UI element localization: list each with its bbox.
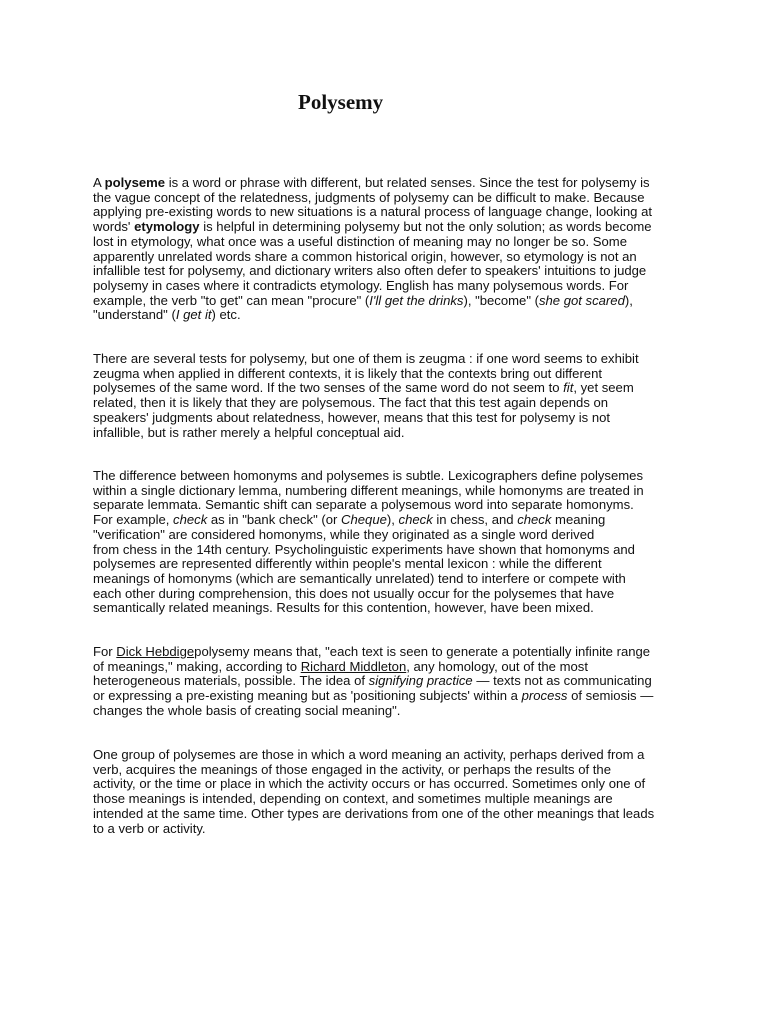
bold-term: polyseme [104,175,166,190]
text-line [93,279,683,294]
text-line [93,308,683,323]
text-run: , yet seem [573,380,634,396]
text-line [93,660,683,675]
text-line [93,763,683,778]
text-run: example, the verb "to get" can mean "procure" ( [93,292,370,308]
text-line [93,704,683,719]
text-line [93,601,683,616]
text-line [93,777,683,792]
text-run: to a verb or activity. [93,820,206,836]
text-line [93,352,683,367]
text-line [93,498,683,513]
text-line [93,484,683,499]
text-run: changes the whole basis of creating social meaning". [93,702,401,718]
text-run: or expressing a pre-existing meaning but as 'positioning subjects' within a [93,688,522,704]
text-line [93,557,683,572]
text-run: meanings of homonyms (which are semantically unrelated) tend to interfere or compete with [93,570,626,586]
italic-term: fit [563,380,574,396]
italic-term: check [398,512,433,528]
text-run: intended at the same time. Other types are derivations from one of the other meanings that leads [93,805,655,821]
text-run: related, then it is likely that they are polysemous. The fact that this test again depends on [93,395,609,411]
text-run: of semiosis — [567,688,654,704]
text-run: the vague concept of the relatedness, judgments of polysemy can be difficult to make. Because [93,189,645,205]
text-line [93,250,683,265]
text-run: ), [386,512,399,528]
text-run: polysemes are represented differently within people's mental lexicon : while the different [93,556,602,572]
text-line [93,367,683,382]
text-run: speakers' judgments about relatedness, however, means that this test for polysemy is not [93,409,611,425]
text-run: "verification" are considered homonyms, while they originated as a single word derived [93,526,595,542]
text-run: ) etc. [211,307,241,323]
text-run: applying pre-existing words to new situations is a natural process of language change, looking at [93,204,653,220]
text-line [93,587,683,602]
italic-term: signifying practice [368,673,473,689]
text-run: heterogeneous materials, possible. The idea of [93,673,369,689]
text-run: — texts not as communicating [472,673,652,689]
text-run: within a single dictionary lemma, numbering different meanings, while homonyms are treated in [93,482,644,498]
document-title: Polysemy [298,90,384,114]
text-run: from chess in the 14th century. Psycholinguistic experiments have shown that homonyms and [93,541,635,557]
text-line [93,191,683,206]
text-line [93,396,683,411]
text-line [93,426,683,441]
text-line [93,792,683,807]
text-line [93,807,683,822]
text-run: meaning [551,512,606,528]
text-run: polysemy in cases where it contradicts etymology. English has many polysemous words. For [93,277,629,293]
text-run: For [93,644,117,659]
text-line [93,822,683,837]
text-line [93,264,683,279]
bold-term: etymology [134,219,200,235]
text-line [93,205,683,220]
text-line [93,220,683,235]
text-line [93,645,683,660]
text-line [93,411,683,426]
text-run: For example, [93,512,174,528]
text-line [93,748,683,763]
text-line [93,572,683,587]
text-run: apparently unrelated words share a common historical origin, however, so etymology is not an [93,248,637,264]
text-run: , any homology, out of the most [406,658,588,674]
italic-term: check [173,512,208,528]
paragraph-homonyms [93,469,683,616]
text-run: polysemy means that, "each text is seen to generate a potentially infinite range [194,644,651,659]
text-run: lost in etymology, what once was a useful distinction of meaning may no longer be so. Some [93,233,627,249]
text-run: separate lemmata. Semantic shift can separate a polysemous word into separate homonyms. [93,497,634,513]
text-run: "understand" ( [93,307,176,323]
text-run: The difference between homonyms and polysemes is subtle. Lexicographers define polysemes [93,468,644,483]
text-run: There are several tests for polysemy, but one of them is zeugma : if one word seems to exhibit [93,351,639,366]
italic-term: I get it [175,307,212,323]
text-run: infallible test for polysemy, and dictionary writers also often defer to speakers' intuitions to judge [93,263,647,279]
text-line [93,543,683,558]
text-line [93,513,683,528]
text-run: zeugma when applied in different contexts, it is likely that the contexts bring out different [93,365,603,381]
italic-term: Cheque [341,512,387,528]
paragraph-definition [93,176,683,323]
text-run: of meanings," making, according to [93,658,301,674]
hyperlink[interactable]: Richard Middleton [300,658,407,674]
text-run: One group of polysemes are those in which a word meaning an activity, perhaps derived from a [93,747,645,762]
text-run: those meanings is intended, depending on context, and sometimes multiple meanings are [93,791,613,807]
text-run: A [93,175,105,190]
text-line [93,176,683,191]
text-run: each other during comprehension, this does not usually occur for the polysemes that have [93,585,615,601]
italic-term: check [517,512,552,528]
text-line [93,294,683,309]
text-run: in chess, and [432,512,518,528]
italic-term: I'll get the drinks [369,292,464,308]
text-run: is helpful in determining polysemy but not the only solution; as words become [199,219,652,235]
text-run: activity, or the time or place in which the activity occurs or has occurred. Sometimes only one of [93,776,646,792]
text-line [93,235,683,250]
paragraph-zeugma-test [93,352,683,440]
italic-term: process [521,688,568,704]
text-run: words' [93,219,135,235]
paragraph-hebdige [93,645,683,719]
text-run: verb, acquires the meanings of those engaged in the activity, or perhaps the results of the [93,761,611,777]
text-run: semantically related meanings. Results for this contention, however, have been mixed. [93,600,594,616]
text-run: as in "bank check" (or [207,512,342,528]
text-line [93,689,683,704]
text-run: infallible, but is rather merely a helpful conceptual aid. [93,424,405,440]
text-run: polysemes of the same word. If the two senses of the same word do not seem to [93,380,564,396]
text-run: ), "become" ( [463,292,539,308]
text-line [93,381,683,396]
paragraph-activity-polysemes [93,748,683,836]
text-line [93,469,683,484]
text-run: ), [624,292,633,308]
text-line [93,528,683,543]
hyperlink[interactable]: Dick Hebdige [116,644,195,659]
text-line [93,674,683,689]
text-run: is a word or phrase with different, but related senses. Since the test for polysemy is [165,175,650,190]
italic-term: she got scared [538,292,625,308]
